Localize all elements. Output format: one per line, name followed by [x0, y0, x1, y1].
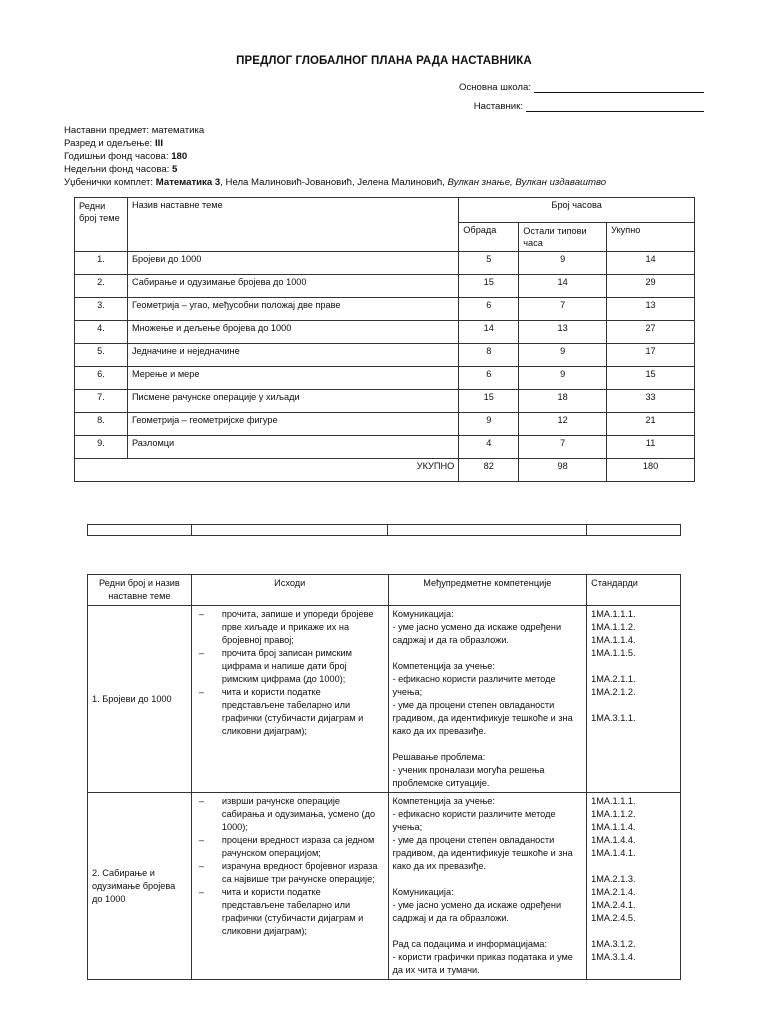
- standard-code: 1МА.1.4.1.: [591, 848, 636, 858]
- course-info: [64, 124, 606, 189]
- teacher-field[interactable]: [474, 101, 704, 112]
- empty-cell: [586, 525, 680, 536]
- topic-number: 6.: [75, 367, 128, 390]
- header-standards: Стандарди: [587, 575, 681, 606]
- standard-code: 1МА.2.1.4.: [591, 887, 636, 897]
- outcome-row: [88, 793, 681, 980]
- header-hours: Број часова: [459, 198, 695, 223]
- standard-code: 1МА.1.1.1.: [591, 796, 636, 806]
- plan-row: [75, 321, 695, 344]
- topic-name: Сабирање и одузимање бројева до 1000: [127, 275, 458, 298]
- other-hours: 7: [519, 298, 607, 321]
- total-label: УКУПНО: [75, 459, 459, 482]
- topic-number: 3.: [75, 298, 128, 321]
- outcome-item: – израчуна вредност бројевног израза са највише три рачунске операције;: [196, 860, 384, 886]
- standard-code: 1МА.1.1.2.: [591, 622, 636, 632]
- topic-number: 5.: [75, 344, 128, 367]
- plan-row: [75, 413, 695, 436]
- textbook-line: Уџбенички комплет: Математика 3, Нела Малиновић-Јовановић, Јелена Малиновић, Вулкан знање, Вулкан издаваштво: [64, 177, 607, 188]
- competence-title: Комуникација:: [392, 609, 454, 619]
- processing-hours: 5: [459, 252, 519, 275]
- standard-group: [591, 938, 676, 964]
- topic-name: Бројеви до 1000: [127, 252, 458, 275]
- standard-group: [591, 873, 676, 925]
- standard-code: 1МА.1.1.2.: [591, 809, 636, 819]
- standard-code: 1МА.2.4.1.: [591, 900, 636, 910]
- outcomes-cell: [191, 793, 388, 980]
- standard-group: [591, 795, 676, 860]
- topic-name: Мерење и мере: [127, 367, 458, 390]
- standard-code: 1МА.3.1.1.: [591, 713, 636, 723]
- total-hours: 15: [607, 367, 695, 390]
- other-hours: 14: [519, 275, 607, 298]
- processing-hours: 15: [459, 390, 519, 413]
- header-outcomes: Исходи: [191, 575, 388, 606]
- processing-hours: 14: [459, 321, 519, 344]
- outcome-item: – чита и користи податке представљене табеларно или графички (стубичасти дијаграм и сликовни дијаграм);: [196, 886, 384, 938]
- processing-hours: 6: [459, 298, 519, 321]
- plan-row: [75, 390, 695, 413]
- header-other: Остали типови часа: [519, 223, 607, 252]
- total-hours: 14: [607, 252, 695, 275]
- school-label: Основна школа:: [458, 82, 531, 93]
- plan-row: [75, 275, 695, 298]
- competence-title: Компетенција за учење:: [392, 661, 495, 671]
- processing-hours: 4: [459, 436, 519, 459]
- outcome-item: – чита и користи податке представљене табеларно или графички (стубичасти дијаграм и сликовни дијаграм);: [196, 686, 384, 738]
- empty-cell: [388, 525, 586, 536]
- teacher-blank[interactable]: [526, 101, 704, 112]
- other-hours: 9: [519, 344, 607, 367]
- plan-row: [75, 436, 695, 459]
- global-plan-table: [74, 197, 695, 482]
- competence-title: Компетенција за учење:: [392, 796, 495, 806]
- topic-number: 7.: [75, 390, 128, 413]
- competences-cell: [388, 793, 587, 980]
- standard-code: 1МА.1.1.5.: [591, 648, 636, 658]
- total-other: 98: [519, 459, 607, 482]
- total-hours: 17: [607, 344, 695, 367]
- standard-group: [591, 712, 676, 725]
- competence-block: [393, 608, 583, 647]
- total-row: [75, 459, 695, 482]
- competence-block: [393, 938, 583, 977]
- total-processing: 82: [459, 459, 519, 482]
- total-hours: 33: [607, 390, 695, 413]
- competence-title: Решавање проблема:: [392, 752, 486, 762]
- competence-line: - ученик проналази могућа решења проблемске ситуације.: [392, 765, 545, 788]
- document-title: ПРЕДЛОГ ГЛОБАЛНОГ ПЛАНА РАДА НАСТАВНИКА: [236, 55, 532, 67]
- processing-hours: 6: [459, 367, 519, 390]
- total-hours: 27: [607, 321, 695, 344]
- outcomes-list: [196, 608, 384, 738]
- plan-row: [75, 344, 695, 367]
- topic-name: Писмене рачунске операције у хиљади: [127, 390, 458, 413]
- header-topic-name: Назив наставне теме: [127, 198, 458, 252]
- outcome-item: – прочита број записан римским цифрама и напише дати број римским цифрама (до 1000);: [196, 647, 384, 686]
- standard-code: 1МА.2.1.2.: [591, 687, 636, 697]
- total-hours: 21: [607, 413, 695, 436]
- competence-line: - уме јасно усмено да искаже одређени садржај и да га образложи.: [392, 900, 562, 923]
- competence-block: [393, 886, 583, 925]
- topic-name: Геометрија – геометријске фигуре: [127, 413, 458, 436]
- topic-number: 9.: [75, 436, 128, 459]
- topic-number: 1.: [75, 252, 128, 275]
- empty-cell: [192, 525, 388, 536]
- header-competences: Међупредметне компетенције: [388, 575, 587, 606]
- competence-title: Комуникација:: [392, 887, 454, 897]
- standards-cell: [587, 606, 681, 793]
- other-hours: 7: [519, 436, 607, 459]
- competence-line: - уме да процени степен овладаности градивом, да идентификује тешкоће и зна како да их превазиђе.: [392, 835, 573, 871]
- outcome-topic: 1. Бројеви до 1000: [88, 606, 192, 793]
- standard-code: 1МА.3.1.2.: [591, 939, 636, 949]
- standard-code: 1МА.2.1.1.: [591, 674, 636, 684]
- total-hours: 13: [607, 298, 695, 321]
- subject-line: Наставни предмет: математика: [64, 125, 205, 136]
- school-field[interactable]: [459, 82, 704, 93]
- competence-block: [393, 660, 583, 738]
- header-processing: Обрада: [459, 223, 519, 252]
- empty-separator-table: [87, 524, 681, 536]
- outcomes-list: [196, 795, 384, 938]
- other-hours: 13: [519, 321, 607, 344]
- plan-row: [75, 298, 695, 321]
- outcome-row: [88, 606, 681, 793]
- outcomes-table: [87, 574, 681, 980]
- competences-cell: [388, 606, 587, 793]
- total-hours: 11: [607, 436, 695, 459]
- competence-line: - ефикасно користи различите методе учења;: [392, 809, 556, 832]
- other-hours: 9: [519, 252, 607, 275]
- topic-number: 2.: [75, 275, 128, 298]
- processing-hours: 9: [459, 413, 519, 436]
- topic-name: Једначине и неједначине: [127, 344, 458, 367]
- plan-row: [75, 252, 695, 275]
- standard-code: 1МА.3.1.4.: [591, 952, 636, 962]
- standard-code: 1МА.2.1.3.: [591, 874, 636, 884]
- competence-block: [393, 795, 583, 873]
- outcome-item: – изврши рачунске операције сабирања и одузимања, усмено (до 1000);: [196, 795, 384, 834]
- processing-hours: 15: [459, 275, 519, 298]
- outcome-item: – прочита, запише и упореди бројеве прве хиљаде и прикаже их на бројевној правој;: [196, 608, 384, 647]
- competence-line: - уме да процени степен овладаности градивом, да идентификује тешкоће и зна како да их превазиђе.: [392, 700, 573, 736]
- total-total: 180: [607, 459, 695, 482]
- standard-group: [591, 673, 676, 699]
- header-total: Укупно: [607, 223, 695, 252]
- other-hours: 9: [519, 367, 607, 390]
- topic-name: Множење и дељење бројева до 1000: [127, 321, 458, 344]
- processing-hours: 8: [459, 344, 519, 367]
- outcome-item: – процени вредност израза са једном рачунском операцијом;: [196, 834, 384, 860]
- topic-number: 8.: [75, 413, 128, 436]
- standards-cell: [587, 793, 681, 980]
- other-hours: 12: [519, 413, 607, 436]
- standard-code: 1МА.1.1.1.: [591, 609, 636, 619]
- grade-line: Разред и одељење: III: [64, 138, 164, 149]
- topic-name: Геометрија – угао, међусобни положај две праве: [127, 298, 458, 321]
- topic-number: 4.: [75, 321, 128, 344]
- standard-code: 1МА.2.4.5.: [591, 913, 636, 923]
- total-hours: 29: [607, 275, 695, 298]
- competence-line: - ефикасно користи различите методе учења;: [392, 674, 556, 697]
- teacher-label: Наставник:: [473, 101, 523, 112]
- outcome-topic: 2. Сабирање и одузимање бројева до 1000: [88, 793, 192, 980]
- standard-group: [591, 608, 676, 660]
- competence-line: - користи графички приказ података и уме да их чита и тумачи.: [392, 952, 573, 975]
- other-hours: 18: [519, 390, 607, 413]
- competence-line: - уме јасно усмено да искаже одређени садржај и да га образложи.: [392, 622, 562, 645]
- school-blank[interactable]: [534, 82, 704, 93]
- standard-code: 1МА.1.1.4.: [591, 635, 636, 645]
- annual-hours-line: Годишњи фонд часова: 180: [64, 151, 188, 162]
- weekly-hours-line: Недељни фонд часова: 5: [64, 164, 178, 175]
- header-topic: Редни број и назив наставне теме: [88, 575, 192, 606]
- outcomes-cell: [191, 606, 388, 793]
- standard-code: 1МА.1.4.4.: [591, 835, 636, 845]
- standard-code: 1МА.1.1.4.: [591, 822, 636, 832]
- empty-cell: [88, 525, 192, 536]
- competence-block: [393, 751, 583, 790]
- topic-name: Разломци: [127, 436, 458, 459]
- header-topic-no: Редни број теме: [75, 198, 128, 252]
- plan-row: [75, 367, 695, 390]
- competence-title: Рад са подацима и информацијама:: [392, 939, 547, 949]
